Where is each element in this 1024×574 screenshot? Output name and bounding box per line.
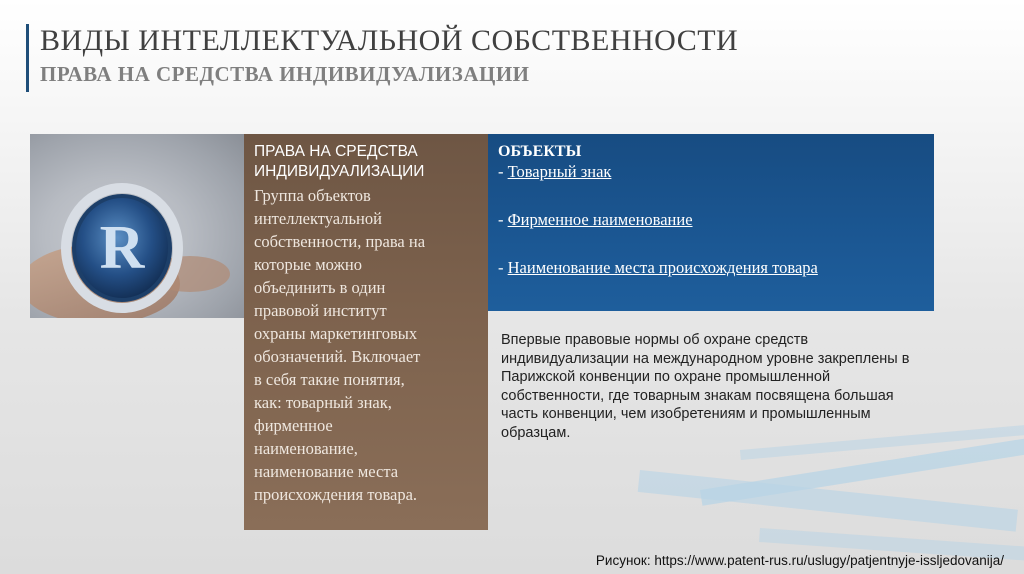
- definition-line: в себя такие понятия,: [254, 370, 405, 389]
- definition-line: обозначений. Включает: [254, 347, 421, 366]
- definition-line: объединить в один: [254, 278, 386, 297]
- note-line: собственности, где товарным знакам посвящена большая: [501, 387, 894, 404]
- paris-convention-note: [501, 331, 941, 442]
- definition-line: фирменное: [254, 416, 333, 435]
- page-subtitle: ПРАВА НА СРЕДСТВА ИНДИВИДУАЛИЗАЦИИ: [40, 62, 530, 86]
- definition-line: собственности, права на: [254, 232, 426, 251]
- definition-heading: [254, 142, 478, 182]
- objects-list-item: [498, 210, 924, 230]
- definition-line: происхождения товара.: [254, 485, 418, 504]
- definition-line: наименование,: [254, 439, 358, 458]
- registered-trademark-icon: [30, 134, 244, 318]
- company-name-link[interactable]: Фирменное наименование: [507, 210, 693, 229]
- objects-panel: [488, 134, 934, 311]
- note-line: часть конвенции, чем изобретениям и промышленным: [501, 406, 871, 422]
- note-line: индивидуализации на международном уровне закреплены в: [501, 350, 910, 367]
- objects-list-item: [498, 258, 924, 278]
- trademark-photo: [30, 134, 244, 318]
- page-title: ВИДЫ ИНТЕЛЛЕКТУАЛЬНОЙ СОБСТВЕННОСТИ: [40, 24, 739, 57]
- definition-heading-line: ПРАВА НА СРЕДСТВА: [254, 143, 418, 160]
- definition-line: охраны маркетинговых: [254, 324, 418, 343]
- svg-text:R: R: [99, 214, 145, 282]
- definition-line: как: товарный знак,: [254, 393, 392, 412]
- definition-line: правовой институт: [254, 301, 387, 320]
- note-line: Парижской конвенции по охране промышленной: [501, 369, 831, 385]
- list-dash: -: [498, 258, 508, 277]
- definition-panel: [244, 134, 488, 530]
- trademark-link[interactable]: Товарный знак: [507, 162, 612, 181]
- objects-heading: ОБЪЕКТЫ: [498, 143, 582, 160]
- note-line: образцам.: [501, 424, 571, 441]
- list-dash: -: [498, 162, 508, 181]
- image-caption: Рисунок: https://www.patent-rus.ru/uslugy/patjentnyje-issljedovanija/: [595, 553, 1004, 568]
- list-dash: -: [498, 210, 508, 229]
- origin-appellation-link[interactable]: Наименование места происхождения товара: [507, 258, 818, 277]
- objects-list-item: [498, 162, 924, 182]
- definition-heading-line: ИНДИВИДУАЛИЗАЦИИ: [254, 163, 425, 180]
- definition-line: интеллектуальной: [254, 209, 382, 228]
- note-line: Впервые правовые нормы об охране средств: [501, 332, 809, 348]
- definition-body: [254, 184, 478, 506]
- definition-line: Группа объектов: [254, 186, 371, 205]
- definition-line: которые можно: [254, 255, 362, 274]
- definition-line: наименование места: [254, 462, 399, 481]
- title-accent-bar: [26, 24, 29, 92]
